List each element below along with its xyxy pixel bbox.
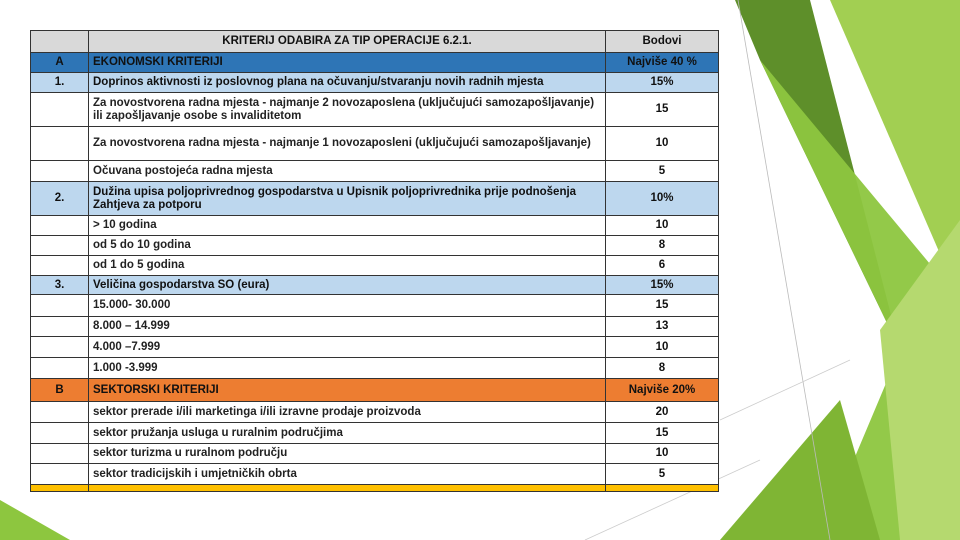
table-row: [31, 276, 719, 295]
row-code: [31, 444, 89, 464]
row-code: [31, 464, 89, 485]
row-code: [31, 236, 89, 256]
row-description: Očuvana postojeća radna mjesta: [89, 161, 606, 182]
row-points: 20: [606, 402, 719, 423]
row-description: Veličina gospodarstva SO (eura): [89, 276, 606, 295]
row-description: 4.000 –7.999: [89, 337, 606, 358]
table-row: [31, 93, 719, 127]
criteria-table: [30, 30, 719, 492]
row-description: > 10 godina: [89, 216, 606, 236]
row-code: [31, 256, 89, 276]
row-points: 15: [606, 93, 719, 127]
table-row: [31, 256, 719, 276]
table-body: [31, 53, 719, 485]
row-points: 6: [606, 256, 719, 276]
row-code: [31, 423, 89, 444]
row-description: sektor tradicijskih i umjetničkih obrta: [89, 464, 606, 485]
row-code: 3.: [31, 276, 89, 295]
table-row: [31, 464, 719, 485]
row-code: 2.: [31, 182, 89, 216]
row-points: 5: [606, 464, 719, 485]
row-description: SEKTORSKI KRITERIJI: [89, 379, 606, 402]
row-description: EKONOMSKI KRITERIJI: [89, 53, 606, 73]
table-row: [31, 317, 719, 337]
row-points: 15%: [606, 73, 719, 93]
row-points: 5: [606, 161, 719, 182]
table-row: [31, 423, 719, 444]
row-code: A: [31, 53, 89, 73]
row-points: 8: [606, 236, 719, 256]
row-code: [31, 402, 89, 423]
criteria-table-image: [30, 30, 720, 516]
row-code: [31, 216, 89, 236]
row-points: 10: [606, 337, 719, 358]
table-row: [31, 53, 719, 73]
table-row: [31, 379, 719, 402]
table-row: [31, 444, 719, 464]
row-code: [31, 337, 89, 358]
row-code: 1.: [31, 73, 89, 93]
row-points: 15: [606, 295, 719, 317]
row-code: [31, 317, 89, 337]
row-description: Doprinos aktivnosti iz poslovnog plana na očuvanju/stvaranju novih radnih mjesta: [89, 73, 606, 93]
table-row: [31, 295, 719, 317]
row-code: [31, 295, 89, 317]
header-points: Bodovi: [606, 31, 719, 53]
row-description: sektor pružanja usluga u ruralnim područjima: [89, 423, 606, 444]
row-code: [31, 93, 89, 127]
table-row: [31, 73, 719, 93]
row-points: 10%: [606, 182, 719, 216]
row-description: 15.000- 30.000: [89, 295, 606, 317]
deco-thin-line: [720, 360, 850, 420]
row-points: 10: [606, 216, 719, 236]
row-code: [31, 161, 89, 182]
row-description: od 1 do 5 godina: [89, 256, 606, 276]
row-code: B: [31, 379, 89, 402]
row-description: 8.000 – 14.999: [89, 317, 606, 337]
row-code: [31, 358, 89, 379]
row-description: od 5 do 10 godina: [89, 236, 606, 256]
row-description: Dužina upisa poljoprivrednog gospodarstva u Upisnik poljoprivrednika prije podnošenja Zahtjeva za potporu: [89, 182, 606, 216]
header-title: KRITERIJ ODABIRA ZA TIP OPERACIJE 6.2.1.: [89, 31, 606, 53]
row-description: 1.000 -3.999: [89, 358, 606, 379]
row-points: Najviše 20%: [606, 379, 719, 402]
table-row: [31, 337, 719, 358]
table-row: [31, 216, 719, 236]
table-row-partial: [31, 485, 719, 492]
table-row: [31, 236, 719, 256]
table-row: [31, 161, 719, 182]
row-description: Za novostvorena radna mjesta - najmanje 2 novozaposlena (uključujući samozapošljavanje) ili zapošljavanje osobe s invaliditetom: [89, 93, 606, 127]
row-points: 13: [606, 317, 719, 337]
row-description: sektor prerade i/ili marketinga i/ili izravne prodaje proizvoda: [89, 402, 606, 423]
row-description: sektor turizma u ruralnom području: [89, 444, 606, 464]
deco-shape-mid-green: [720, 400, 880, 540]
table-header-row: [31, 31, 719, 53]
row-points: 10: [606, 127, 719, 161]
table-row: [31, 358, 719, 379]
header-code: [31, 31, 89, 53]
table-row: [31, 402, 719, 423]
row-points: 15%: [606, 276, 719, 295]
row-code: [31, 127, 89, 161]
table-row: [31, 182, 719, 216]
row-points: 15: [606, 423, 719, 444]
row-description: Za novostvorena radna mjesta - najmanje 1 novozaposleni (uključujući samozapošljavanje): [89, 127, 606, 161]
row-points: 10: [606, 444, 719, 464]
table-row: [31, 127, 719, 161]
row-points: 8: [606, 358, 719, 379]
row-points: Najviše 40 %: [606, 53, 719, 73]
